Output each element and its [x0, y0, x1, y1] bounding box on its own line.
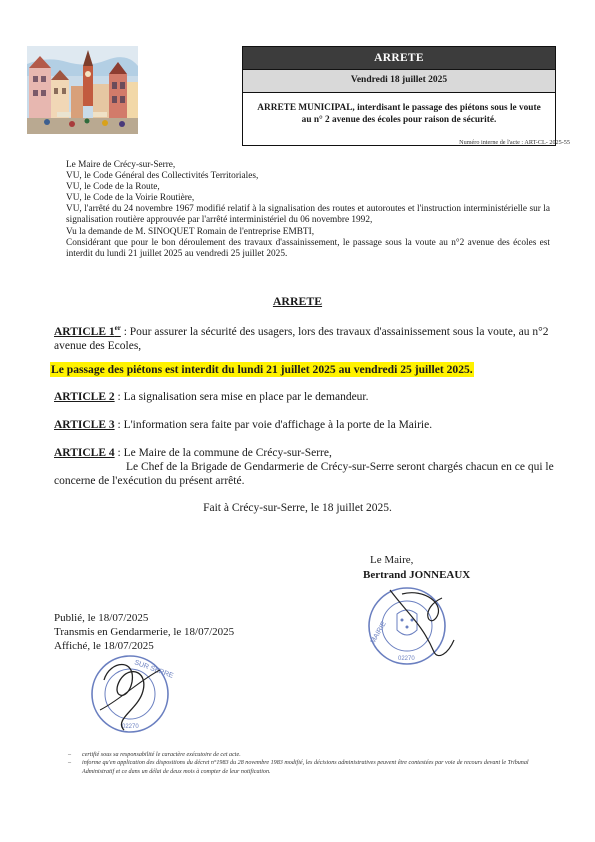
document-type-title: ARRETE: [243, 47, 555, 69]
preamble: [66, 160, 550, 260]
published-date: Publié, le 18/07/2025: [54, 612, 149, 624]
preamble-line: VU, l'arrêté du 24 novembre 1967 modifié relatif à la signalisation des routes et autoroutes et l'instruction interministérielle sur la signalisation routière approuvée par l'arrêté interministériel du 06 novembre 1992,: [66, 204, 550, 226]
header-box: [242, 46, 556, 146]
town-painting-image: [27, 46, 138, 134]
town-painting: [27, 46, 138, 134]
mayor-stamp-postcode: 02270: [398, 656, 415, 662]
publication-stamp-image: [80, 650, 176, 738]
signatory-name: Bertrand JONNEAUX: [363, 569, 471, 581]
svg-text:MAIRIE: MAIRIE: [369, 620, 388, 645]
mayor-stamp-image: [362, 584, 462, 674]
article-1: [54, 321, 554, 353]
article-4-text-2: Le Chef de la Brigade de Gendarmerie de Crécy-sur-Serre seront chargés chacun en ce qui le concerne de l'exécution du présent arrêté.: [54, 461, 554, 487]
article-4-label: ARTICLE 4: [54, 447, 115, 459]
footnote: – informe qu'en application des dispositions du décret n°1983 du 28 novembre 1983 modifié, les décisions administratives peuvent être contestées par voie de recours devant le Tribunal Administratif et ce dans un délai de deux mois à compter de leur notification.: [68, 759, 554, 776]
preamble-line: Le Maire de Crécy-sur-Serre,: [66, 160, 176, 170]
svg-text:SUR SERRE: SUR SERRE: [133, 659, 175, 680]
article-1-label: ARTICLE 1er: [54, 324, 121, 338]
article-3-text: : L'information sera faite par voie d'affichage à la porte de la Mairie.: [114, 419, 433, 431]
preamble-line: Considérant que pour le bon déroulement des travaux d'assainissement, le passage sous la voute au n°2 avenue des écoles est interdit du lundi 21 juillet 2025 au vendredi 25 juillet 2025.: [66, 237, 550, 259]
done-at: Fait à Crécy-sur-Serre, le 18 juillet 2025.: [203, 502, 392, 514]
article-3: [54, 418, 554, 432]
posted-date: Affiché, le 18/07/2025: [54, 640, 154, 652]
article-4-text-1: : Le Maire de la commune de Crécy-sur-Serre,: [114, 447, 332, 459]
publication-stamp-postcode: 02270: [122, 724, 139, 730]
signatory-role: Le Maire,: [370, 554, 414, 566]
prohibition-text: Le passage des piétons est interdit du lundi 21 juillet 2025 au vendredi 25 juillet 2025.: [51, 363, 473, 376]
preamble-line: VU, le Code de la Route,: [66, 182, 160, 193]
article-1-text: : Pour assurer la sécurité des usagers, lors des travaux d'assainissement sous la voute, au n°2 avenue des Ecoles,: [54, 325, 549, 352]
publication-info: [54, 611, 234, 653]
mayor-stamp: [362, 584, 462, 674]
article-2: [54, 390, 554, 404]
publication-stamp: [80, 650, 176, 738]
preamble-line: Vu la demande de M. SINOQUET Romain de l'entreprise EMBTI,: [66, 226, 315, 237]
footnotes: [68, 751, 554, 776]
prohibition-highlight: [50, 362, 550, 377]
decision-title: ARRETE: [272, 294, 323, 308]
footnote: – certifié sous sa responsabilité le caractère exécutoire de cet acte.: [68, 751, 554, 759]
article-4: [54, 446, 554, 488]
internal-number: Numéro interne de l'acte : ART-CL- 2025-55: [459, 139, 570, 146]
document-subject: ARRETE MUNICIPAL, interdisant le passage des piétons sous le voute au n° 2 avenue des écoles pour raison de sécurité.: [257, 103, 541, 125]
transmitted-date: Transmis en Gendarmerie, le 18/07/2025: [54, 626, 235, 638]
article-3-label: ARTICLE 3: [54, 419, 115, 431]
document-date: Vendredi 18 juillet 2025: [243, 69, 555, 93]
article-2-text: : La signalisation sera mise en place par le demandeur.: [114, 391, 369, 403]
article-2-label: ARTICLE 2: [54, 391, 115, 403]
preamble-line: VU, le Code Général des Collectivités Territoriales,: [66, 171, 259, 182]
preamble-line: VU, le Code de la Voirie Routière,: [66, 193, 195, 204]
